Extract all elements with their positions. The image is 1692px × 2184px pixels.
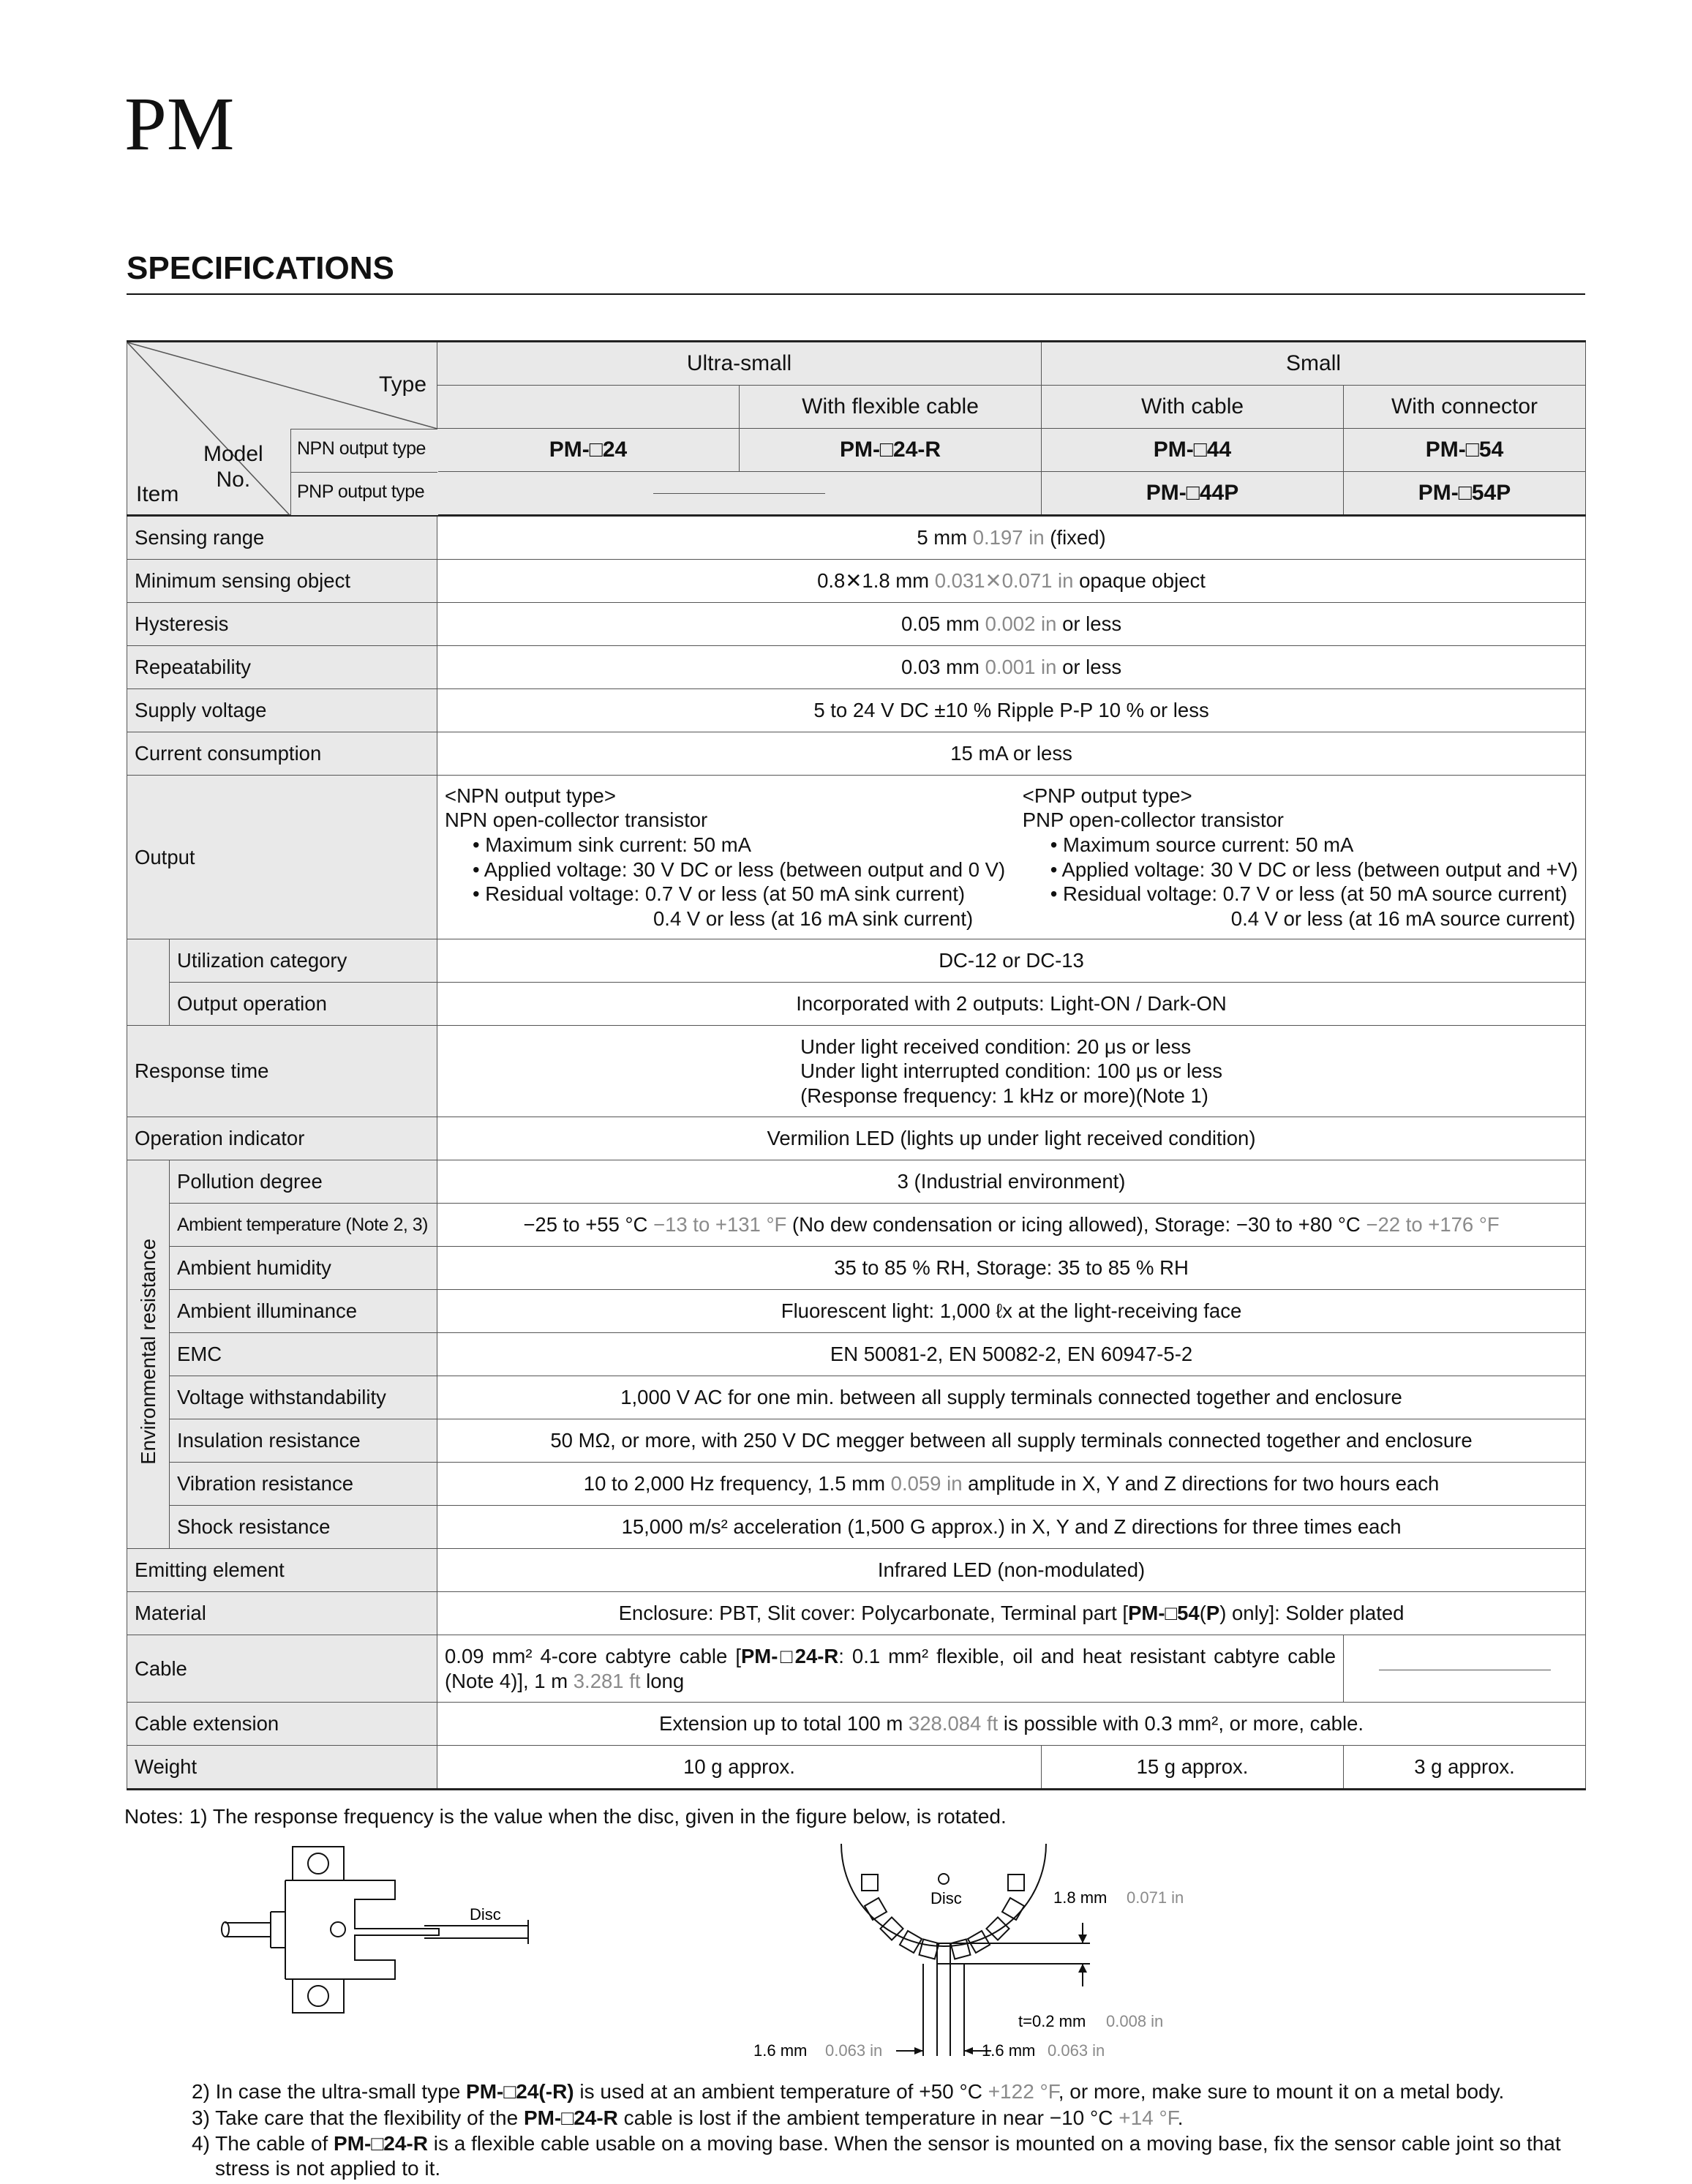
ultra-small-blank-header	[437, 386, 740, 429]
row-label: Utilization category	[170, 939, 437, 983]
model-pm-54p: PM-□54P	[1344, 472, 1586, 516]
sensor-disc-figure	[212, 1844, 549, 2016]
with-connector-header: With connector	[1344, 386, 1586, 429]
ambient-temp-value: −25 to +55 °C −13 to +131 °F (No dew condensation or icing allowed), Storage: −30 to +80 °C −22 to +176 °F	[437, 1204, 1586, 1247]
min-object-value: 0.8✕1.8 mm 0.031✕0.071 in opaque object	[437, 560, 1586, 603]
row-label: Emitting element	[127, 1549, 437, 1592]
model-pm-24: PM-□24	[437, 429, 740, 472]
model-pm-24-r: PM-□24-R	[740, 429, 1042, 472]
dim-1-6-in-left: 0.063 in	[825, 2041, 883, 2060]
notes-list	[192, 2079, 1589, 2182]
document-title: PM	[124, 82, 235, 166]
dim-1-8-mm: 1.8 mm	[1053, 1888, 1108, 1907]
row-label: Weight	[127, 1746, 437, 1790]
pnp-output-type-label: PNP output type	[297, 481, 425, 502]
disc-detail-figure	[732, 1844, 1229, 2067]
row-label: Ambient humidity	[170, 1247, 437, 1290]
specifications-table	[127, 340, 1586, 1790]
illuminance-value: Fluorescent light: 1,000 ℓx at the light-receiving face	[437, 1290, 1586, 1333]
row-label: Current consumption	[127, 732, 437, 776]
disc-detail-label: Disc	[930, 1889, 962, 1907]
cable-value: 0.09 mm² 4-core cabtyre cable [PM-□24-R: 0.1 mm² flexible, oil and heat resistant cabtyre cable (Note 4)], 1 m 3.281 ft long	[437, 1635, 1344, 1703]
sensing-range-value: 5 mm 0.197 in (fixed)	[437, 516, 1586, 560]
output-operation-value: Incorporated with 2 outputs: Light-ON / Dark-ON	[437, 983, 1586, 1026]
row-label: Output operation	[170, 983, 437, 1026]
model-pm-44: PM-□44	[1042, 429, 1344, 472]
dim-1-6-mm-right: 1.6 mm	[982, 2041, 1036, 2060]
weight-with-connector: 3 g approx.	[1344, 1746, 1586, 1790]
row-label: Hysteresis	[127, 603, 437, 646]
npn-output-type-label: NPN output type	[297, 438, 426, 459]
environmental-resistance-label: Environmental resistance	[136, 1238, 159, 1465]
vibration-value: 10 to 2,000 Hz frequency, 1.5 mm 0.059 in amplitude in X, Y and Z directions for two hours each	[437, 1463, 1586, 1506]
npn-output-block: <NPN output type> NPN open-collector transistor • Maximum sink current: 50 mA • Applied voltage: 30 V DC or less (between output and 0 V) • Residual voltage: 0.7 V or less (at 50 mA sink current) 0.4 V or less (at 16 mA sink current)	[445, 784, 1006, 930]
cable-connector-na	[1344, 1635, 1586, 1703]
current-value: 15 mA or less	[437, 732, 1586, 776]
model-label: Model	[203, 442, 263, 466]
insulation-value: 50 MΩ, or more, with 250 V DC megger between all supply terminals connected together and enclosure	[437, 1419, 1586, 1463]
dim-1-8-in: 0.071 in	[1127, 1888, 1184, 1907]
item-label: Item	[136, 482, 179, 507]
operation-indicator-value: Vermilion LED (lights up under light received condition)	[437, 1117, 1586, 1160]
ultra-small-header: Ultra-small	[437, 342, 1042, 386]
row-label: Vibration resistance	[170, 1463, 437, 1506]
row-label: Cable extension	[127, 1703, 437, 1746]
emc-value: EN 50081-2, EN 50082-2, EN 60947-5-2	[437, 1333, 1586, 1376]
row-label: Operation indicator	[127, 1117, 437, 1160]
cable-extension-value: Extension up to total 100 m 328.084 ft is possible with 0.3 mm², or more, cable.	[437, 1703, 1586, 1746]
section-rule	[127, 293, 1585, 295]
row-label: Minimum sensing object	[127, 560, 437, 603]
weight-with-cable: 15 g approx.	[1042, 1746, 1344, 1790]
repeatability-value: 0.03 mm 0.001 in or less	[437, 646, 1586, 689]
environmental-resistance-group	[127, 1160, 170, 1549]
not-applicable-line	[653, 493, 825, 494]
pnp-not-available	[437, 472, 1042, 516]
pollution-value: 3 (Industrial environment)	[437, 1160, 1586, 1204]
disc-label: Disc	[470, 1905, 501, 1924]
dim-thickness-in: 0.008 in	[1106, 2012, 1164, 2030]
response-time-value: Under light received condition: 20 μs or less Under light interrupted condition: 100 μs or less (Response frequency: 1 kHz or more)(Note 1)	[437, 1026, 1586, 1117]
row-label: EMC	[170, 1333, 437, 1376]
shock-value: 15,000 m/s² acceleration (1,500 G approx.) in X, Y and Z directions for three times each	[437, 1506, 1586, 1549]
row-label: Output	[127, 776, 437, 939]
utilization-value: DC-12 or DC-13	[437, 939, 1586, 983]
with-flexible-cable-header: With flexible cable	[740, 386, 1042, 429]
dim-1-6-in-right: 0.063 in	[1048, 2041, 1105, 2060]
row-label: Response time	[127, 1026, 437, 1117]
row-label: Insulation resistance	[170, 1419, 437, 1463]
model-pm-44p: PM-□44P	[1042, 472, 1344, 516]
weight-ultra-small: 10 g approx.	[437, 1746, 1042, 1790]
row-label: Ambient temperature (Note 2, 3)	[170, 1204, 437, 1247]
withstand-value: 1,000 V AC for one min. between all supply terminals connected together and enclosure	[437, 1376, 1586, 1419]
dim-thickness-mm: t=0.2 mm	[1018, 2012, 1086, 2030]
humidity-value: 35 to 85 % RH, Storage: 35 to 85 % RH	[437, 1247, 1586, 1290]
row-label: Material	[127, 1592, 437, 1635]
section-title: SPECIFICATIONS	[127, 250, 394, 286]
supply-voltage-value: 5 to 24 V DC ±10 % Ripple P-P 10 % or less	[437, 689, 1586, 732]
row-label: Sensing range	[127, 516, 437, 560]
row-label: Supply voltage	[127, 689, 437, 732]
material-value: Enclosure: PBT, Slit cover: Polycarbonate, Terminal part [PM-□54(P) only]: Solder plated	[437, 1592, 1586, 1635]
note-3: 3) Take care that the flexibility of the PM-□24-R cable is lost if the ambient temperature in near −10 °C +14 °F.	[192, 2106, 1184, 2129]
dim-1-6-mm-left: 1.6 mm	[753, 2041, 808, 2060]
hysteresis-value: 0.05 mm 0.002 in or less	[437, 603, 1586, 646]
row-label: Voltage withstandability	[170, 1376, 437, 1419]
row-label: Shock resistance	[170, 1506, 437, 1549]
note-1: Notes: 1) The response frequency is the value when the disc, given in the figure below, is rotated.	[124, 1805, 1007, 1828]
model-pm-54: PM-□54	[1344, 429, 1586, 472]
output-value	[437, 776, 1586, 939]
row-label: Cable	[127, 1635, 437, 1703]
note-4: 4) The cable of PM-□24-R is a flexible cable usable on a moving base. When the sensor is mounted on a moving base, fix the sensor cable joint so that stress is not applied to it.	[192, 2132, 1561, 2180]
pnp-output-block: <PNP output type> PNP open-collector transistor • Maximum source current: 50 mA • Applied voltage: 30 V DC or less (between output and +V) • Residual voltage: 0.7 V or less (at 50 mA source current) 0.4 V or less (at 16 mA source current)	[1022, 784, 1579, 930]
row-label: Repeatability	[127, 646, 437, 689]
row-label: Ambient illuminance	[170, 1290, 437, 1333]
type-label: Type	[378, 372, 427, 397]
note-2: 2) In case the ultra-small type PM-□24(-R) is used at an ambient temperature of +50 °C +122 °F, or more, make sure to mount it on a metal body.	[192, 2080, 1505, 2103]
output-sub-group	[127, 939, 170, 1026]
row-label: Pollution degree	[170, 1160, 437, 1204]
with-cable-header: With cable	[1042, 386, 1344, 429]
emitting-value: Infrared LED (non-modulated)	[437, 1549, 1586, 1592]
header-corner-cell	[127, 342, 437, 516]
small-header: Small	[1042, 342, 1586, 386]
no-label: No.	[216, 467, 251, 492]
